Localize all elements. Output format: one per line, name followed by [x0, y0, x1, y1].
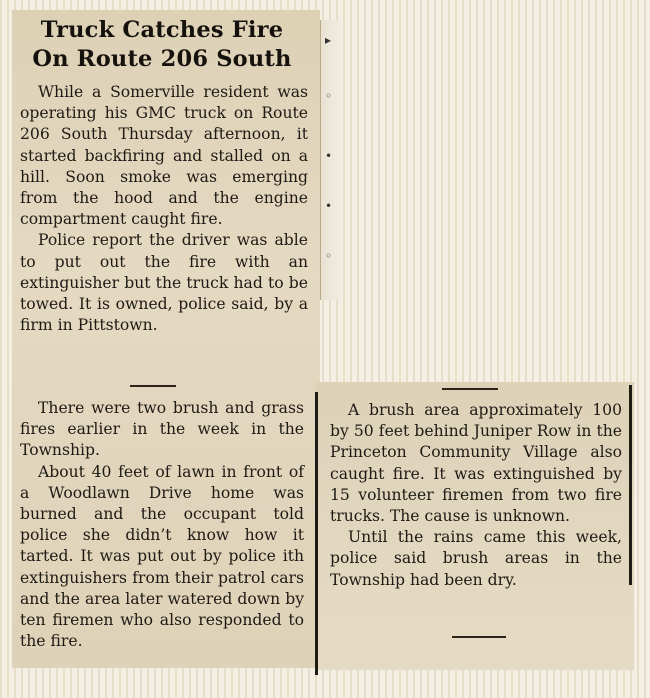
adjacent-column-edge	[320, 20, 341, 300]
edge-mark: •	[325, 149, 333, 163]
headline-line-2: On Route 206 South	[32, 46, 292, 72]
edge-mark: ◦	[325, 89, 333, 103]
right-edge-rule	[629, 385, 632, 585]
edge-mark: ▸	[325, 33, 332, 47]
section-divider	[130, 385, 176, 387]
headline	[14, 16, 310, 74]
story-top-paragraph-2: Police report the driver was able to put out the fire with an extinguisher but the truck had to be towed. It is owned, police said, by a firm in Pittstown.	[20, 231, 308, 335]
story-bottom-left-column	[20, 398, 304, 652]
story-bottom-right-paragraph-2: Until the rains came this week, police said brush areas in the Township had been dry.	[330, 528, 622, 589]
story-bottom-right-paragraph-1: A brush area approximately 100 by 50 feet behind Juniper Row in the Princeton Community Village also caught fire. It was extinguished by 15 volunteer firemen from two fire trucks. The cause is unknown.	[330, 401, 622, 526]
story-top-paragraph-1: While a Somerville resident was operating his GMC truck on Route 206 South Thursday afternoon, it started backfiring and stalled on a hill. Soon smoke was emerging from the hood and the engine compartment caught fire.	[20, 83, 308, 229]
story-top-column	[20, 82, 308, 336]
column-divider-vertical	[315, 392, 318, 675]
story-bottom-right-column	[330, 400, 622, 591]
story-bottom-left-paragraph-1: There were two brush and grass fires earlier in the week in the Township.	[20, 399, 304, 460]
edge-mark: •	[325, 199, 333, 213]
section-end-rule	[452, 636, 506, 638]
edge-mark: ◦	[325, 249, 333, 263]
section-divider	[442, 388, 498, 390]
headline-line-1: Truck Catches Fire	[40, 17, 284, 43]
story-bottom-left-paragraph-2: About 40 feet of lawn in front of a Woodlawn Drive home was burned and the occupant told police she didn’t know how it tarted. It was put out by police ith extinguishers from their patrol cars and the area later watered down by ten firemen who also responded to the fire.	[20, 462, 304, 651]
